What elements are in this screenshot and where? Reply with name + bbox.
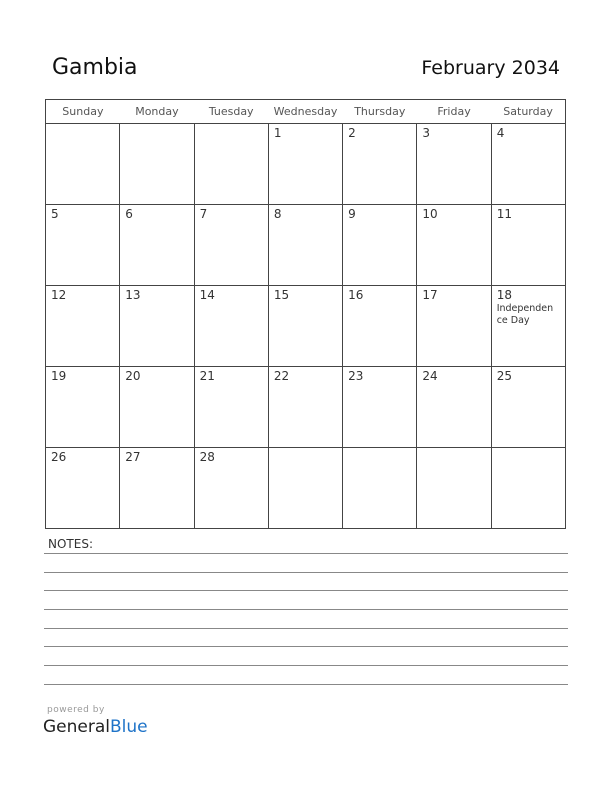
day-number: 13 [125, 288, 141, 302]
notes-line [44, 665, 568, 666]
notes-line [44, 684, 568, 685]
day-number: 8 [273, 207, 282, 221]
powered-by-text: powered by [47, 705, 105, 715]
day-cell [343, 286, 417, 367]
day-cell [268, 286, 342, 367]
day-cell [268, 124, 342, 205]
day-cell [343, 124, 417, 205]
day-number: 9 [348, 207, 356, 221]
day-number: 14 [199, 288, 215, 302]
day-number: 10 [422, 207, 438, 221]
generalblue-logo [43, 717, 148, 737]
weekday-header: Sunday [46, 100, 120, 124]
day-cell [120, 448, 194, 529]
week-row [46, 286, 566, 367]
day-number: 28 [199, 450, 215, 464]
day-number: 5 [51, 207, 59, 221]
day-number: 27 [125, 450, 141, 464]
day-number: 22 [273, 369, 290, 383]
day-number: 1 [273, 126, 282, 140]
day-cell [46, 448, 120, 529]
day-cell [120, 124, 194, 205]
day-number: 4 [496, 126, 505, 140]
notes-line [44, 609, 568, 610]
day-cell [194, 124, 268, 205]
day-cell [491, 448, 565, 529]
notes-line [44, 553, 568, 554]
day-cell [46, 367, 120, 448]
weekday-header: Wednesday [268, 100, 342, 124]
weekday-header: Friday [417, 100, 491, 124]
day-number: 18 [496, 288, 512, 302]
weekday-header: Thursday [343, 100, 417, 124]
day-cell [417, 448, 491, 529]
day-number: 6 [125, 207, 133, 221]
day-cell [417, 205, 491, 286]
day-cell [417, 286, 491, 367]
day-cell [194, 205, 268, 286]
brand-blue: Blue [110, 717, 148, 737]
day-cell [491, 286, 565, 367]
day-cell [268, 448, 342, 529]
month-year-title: February 2034 [421, 57, 560, 79]
day-number: 7 [199, 207, 208, 221]
day-cell [268, 205, 342, 286]
day-cell [491, 205, 565, 286]
day-cell [194, 367, 268, 448]
day-cell [491, 124, 565, 205]
day-number: 25 [496, 369, 512, 383]
calendar-grid [45, 99, 566, 529]
notes-line [44, 572, 568, 573]
day-cell [491, 367, 565, 448]
day-number: 17 [422, 288, 438, 302]
day-number: 12 [51, 288, 67, 302]
day-cell [343, 367, 417, 448]
day-number: 19 [51, 369, 67, 383]
holiday-label: Independen ce Day [496, 303, 554, 326]
day-cell [343, 448, 417, 529]
day-number: 26 [51, 450, 67, 464]
brand-general: General [43, 717, 110, 737]
day-number: 16 [348, 288, 364, 302]
day-number: 2 [348, 126, 356, 140]
week-row [46, 367, 566, 448]
week-row [46, 205, 566, 286]
weekday-header: Tuesday [194, 100, 268, 124]
day-cell [194, 286, 268, 367]
weekday-header: Saturday [491, 100, 565, 124]
notes-line [44, 590, 568, 591]
day-number: 23 [348, 369, 364, 383]
day-cell [120, 205, 194, 286]
country-title: Gambia [52, 55, 138, 80]
notes-line [44, 628, 568, 629]
day-cell [268, 367, 342, 448]
day-cell [343, 205, 417, 286]
day-number: 21 [199, 369, 215, 383]
day-cell [194, 448, 268, 529]
day-cell [417, 124, 491, 205]
weekday-header: Monday [120, 100, 194, 124]
day-number: 24 [422, 369, 438, 383]
day-cell [46, 286, 120, 367]
day-number: 20 [125, 369, 141, 383]
week-row [46, 448, 566, 529]
day-number: 15 [273, 288, 290, 302]
day-cell [46, 124, 120, 205]
day-cell [120, 367, 194, 448]
day-cell [120, 286, 194, 367]
notes-label: NOTES: [48, 537, 93, 551]
day-number: 3 [422, 126, 431, 140]
day-cell [46, 205, 120, 286]
notes-line [44, 646, 568, 647]
week-row [46, 124, 566, 205]
day-cell [417, 367, 491, 448]
weekday-header-row [46, 100, 566, 124]
day-number: 11 [496, 207, 512, 221]
